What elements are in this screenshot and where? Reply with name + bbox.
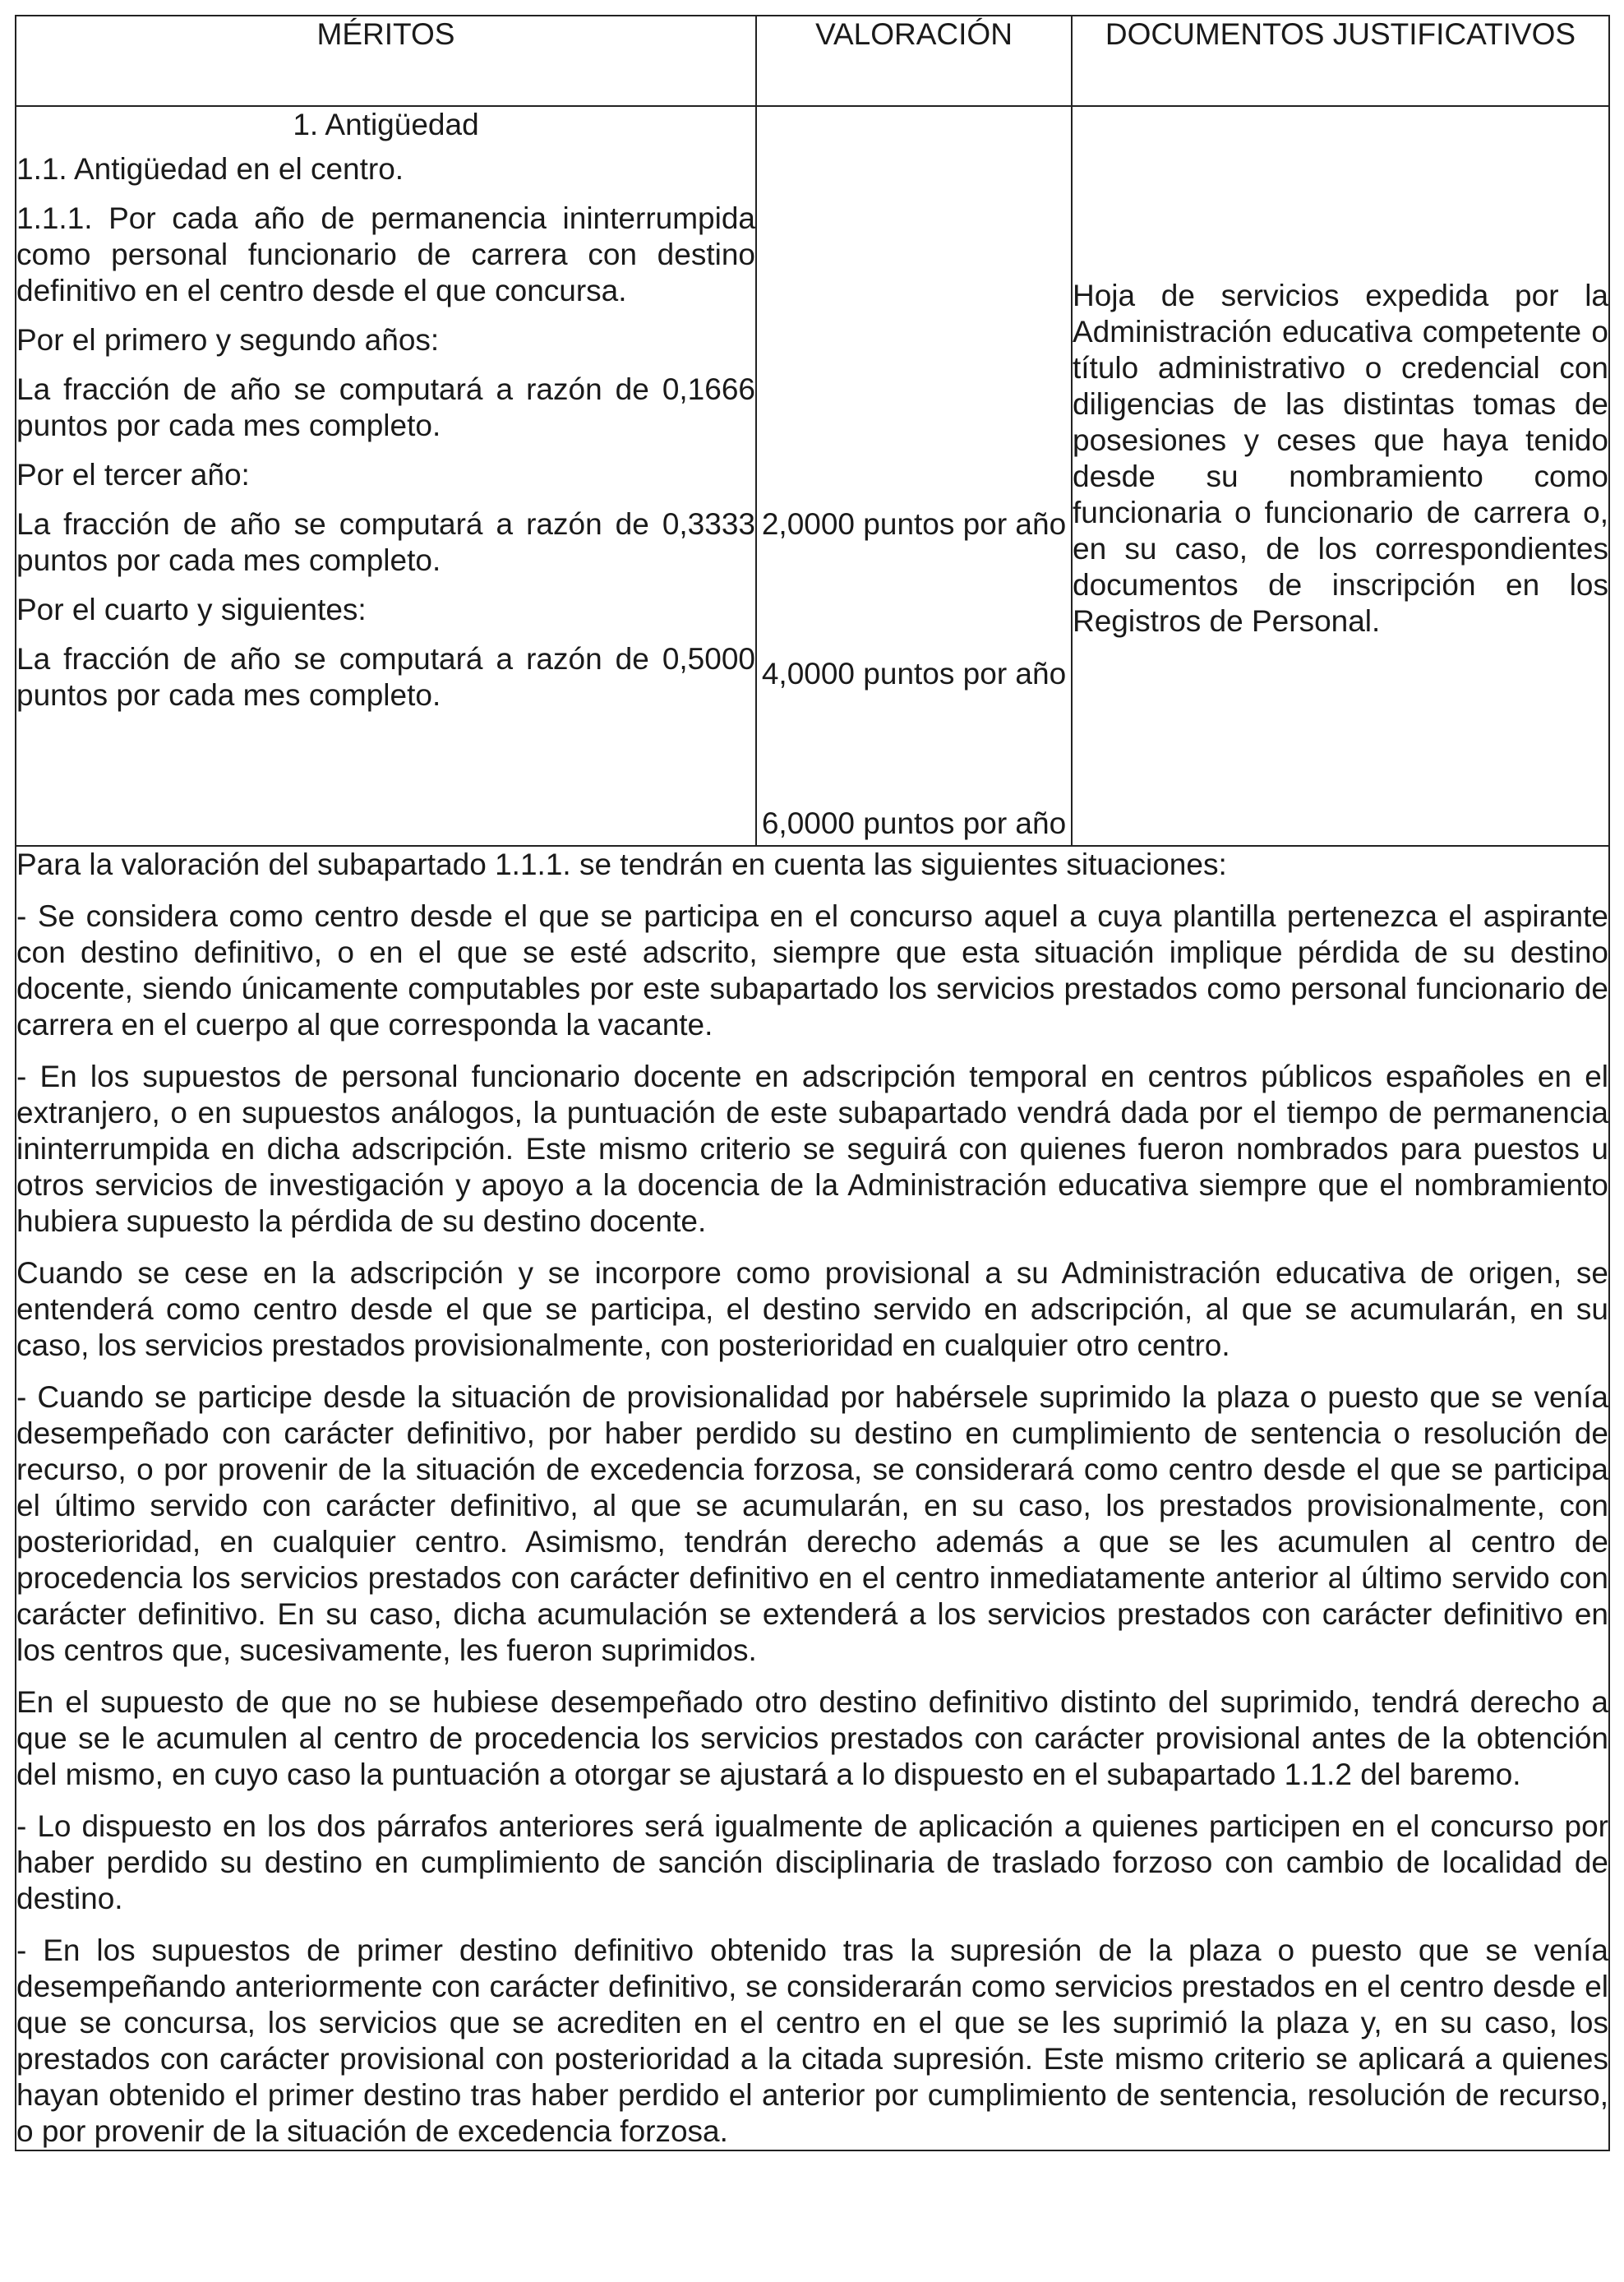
note-paragraph: - En los supuestos de primer destino definitivo obtenido tras la supresión de la plaza o puesto que se venía desempeñando anteriormente con carácter definitivo, se considerarán como servicios prestados en el centro desde el que se concursa, los servicios que se acrediten en el centro en el que se les suprimió la plaza y, en su caso, los prestados con carácter provisional con posterioridad a la citada supresión. Este mismo criterio se aplicará a quienes hayan obtenido el primer destino tras haber perdido el anterior por cumplimiento de sentencia, resolución de recurso, o por provenir de la situación de excedencia forzosa. bbox=[16, 1933, 1608, 2148]
section-title: 1. Antigüedad bbox=[293, 108, 479, 141]
value-first-second: 2,0000 puntos por año bbox=[761, 507, 1067, 541]
notes-cell bbox=[16, 846, 1609, 2150]
fraction-rule-3: La fracción de año se computará a razón de 0,5000 puntos por cada mes completo. bbox=[16, 642, 755, 712]
first-second-years-label: Por el primero y segundo años: bbox=[16, 323, 440, 357]
subsection-title: 1.1. Antigüedad en el centro. bbox=[16, 152, 404, 186]
third-year-label: Por el tercer año: bbox=[16, 458, 250, 492]
valoracion-cell bbox=[756, 106, 1072, 846]
note-paragraph: - Cuando se participe desde la situación de provisionalidad por habérsele suprimido la plaza o puesto que se venía desempeñado con carácter definitivo, por haber perdido su destino en cumplimiento de sentencia o resolución de recurso, o por provenir de la situación de excedencia forzosa, se considerará como centro desde el que se participa el último servido con carácter definitivo, al que se acumularán, en su caso, los prestados provisionalmente, con posterioridad, en cualquier centro. Asimismo, tendrán derecho además a que se les acumulen al centro de procedencia los servicios prestados con carácter definitivo en el centro inmediatamente anterior al último servido con carácter definitivo. En su caso, dicha acumulación se extenderá a los servicios prestados con carácter definitivo en los centros que, sucesivamente, les fueron suprimidos. bbox=[16, 1380, 1608, 1667]
note-paragraph: Cuando se cese en la adscripción y se incorpore como provisional a su Administración educativa de origen, se entenderá como centro desde el que se participa, el destino servido en adscripción, al que se acumularán, en su caso, los servicios prestados provisionalmente, con posterioridad en cualquier otro centro. bbox=[16, 1256, 1608, 1362]
header-meritos: MÉRITOS bbox=[16, 16, 756, 106]
meritos-cell bbox=[16, 106, 756, 846]
item-1-1-1: 1.1.1. Por cada año de permanencia ininterrumpida como personal funcionario de carrera con destino definitivo en el centro desde el que concursa. bbox=[16, 201, 755, 307]
documentos-cell bbox=[1072, 106, 1609, 846]
fourth-following-label: Por el cuarto y siguientes: bbox=[16, 593, 367, 626]
note-paragraph: Para la valoración del subapartado 1.1.1. se tendrán en cuenta las siguientes situaciones: bbox=[16, 848, 1227, 881]
fraction-rule-2: La fracción de año se computará a razón de 0,3333 puntos por cada mes completo. bbox=[16, 507, 755, 577]
table-row-antiguedad bbox=[16, 106, 1609, 846]
note-paragraph: - En los supuestos de personal funcionario docente en adscripción temporal en centros públicos españoles en el extranjero, o en supuestos análogos, la puntuación de este subapartado vendrá dada por el tiempo de permanencia ininterrumpida en dicha adscripción. Este mismo criterio se seguirá con quienes fueron nombrados para puestos u otros servicios de investigación y apoyo a la docencia de la Administración educativa siempre que el nombramiento hubiera supuesto la pérdida de su destino docente. bbox=[16, 1060, 1608, 1238]
note-paragraph: - Lo dispuesto en los dos párrafos anteriores será igualmente de aplicación a quienes participen en el concurso por haber perdido su destino en cumplimiento de sanción disciplinaria de traslado forzoso con cambio de localidad de destino. bbox=[16, 1809, 1608, 1915]
header-valoracion: VALORACIÓN bbox=[756, 16, 1072, 106]
merit-table bbox=[15, 15, 1610, 2151]
note-paragraph: En el supuesto de que no se hubiese desempeñado otro destino definitivo distinto del suprimido, tendrá derecho a que se le acumulen al centro de procedencia los servicios prestados con carácter provisional antes de la obtención del mismo, en cuyo caso la puntuación a otorgar se ajustará a lo dispuesto en el subapartado 1.1.2 del baremo. bbox=[16, 1685, 1608, 1791]
table-row-notes bbox=[16, 846, 1609, 2150]
documentos-text: Hoja de servicios expedida por la Administración educativa competente o título administrativo o credencial con diligencias de las distintas tomas de posesiones y ceses que haya tenido desde su nombramiento como funcionaria o funcionario de carrera o, en su caso, de los correspondientes documentos de inscripción en los Registros de Personal. bbox=[1073, 279, 1608, 638]
note-paragraph: - Se considera como centro desde el que se participa en el concurso aquel a cuya plantilla pertenezca el aspirante con destino definitivo, o en el que se esté adscrito, siempre que esta situación implique pérdida de su destino docente, siendo únicamente computables por este subapartado los servicios prestados como personal funcionario de carrera en el cuerpo al que corresponda la vacante. bbox=[16, 899, 1608, 1042]
value-third: 4,0000 puntos por año bbox=[761, 657, 1067, 691]
header-documentos: DOCUMENTOS JUSTIFICATIVOS bbox=[1072, 16, 1609, 106]
fraction-rule-1: La fracción de año se computará a razón de 0,1666 puntos por cada mes completo. bbox=[16, 372, 755, 442]
value-fourth: 6,0000 puntos por año bbox=[761, 806, 1067, 840]
table-header-row bbox=[16, 16, 1609, 106]
